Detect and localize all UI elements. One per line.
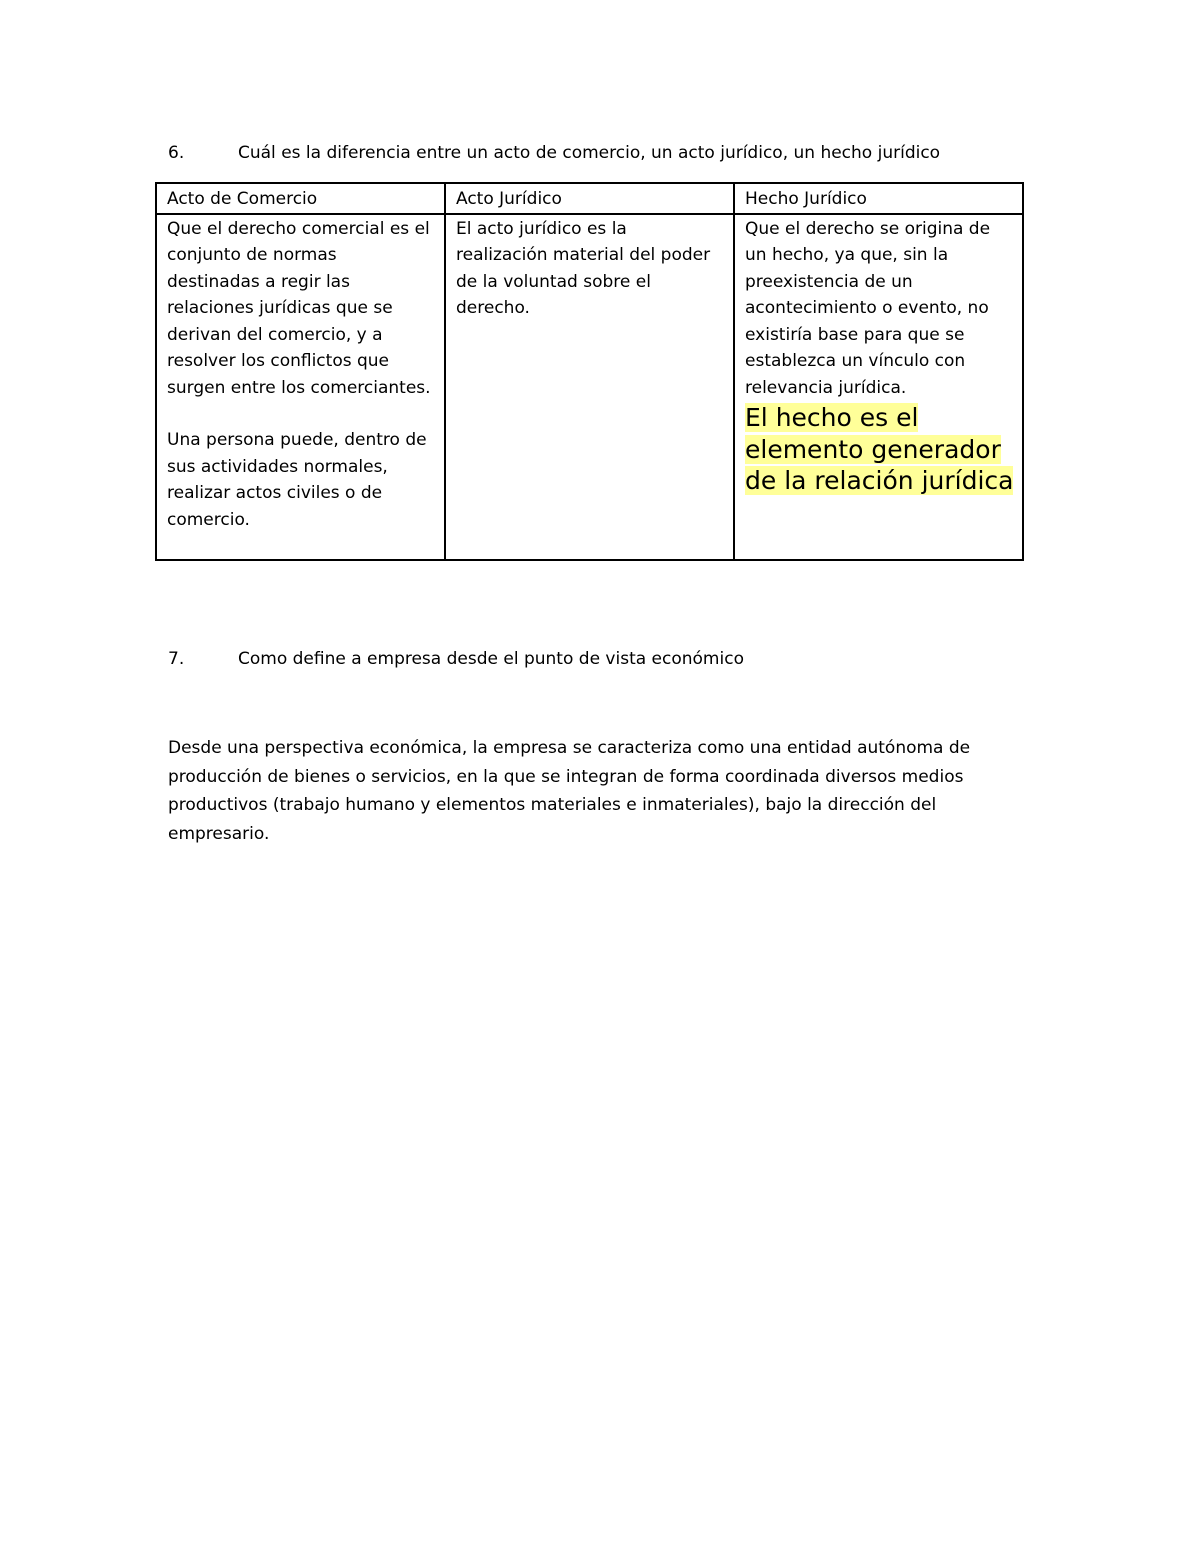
acto-comercio-paragraph-1: Que el derecho comercial es el conjunto de normas destinadas a regir las relaciones jurídicas que se derivan del comercio, y a resolver los conflictos que surgen entre los comerciantes.	[167, 218, 431, 398]
cell-hecho-juridico	[734, 214, 1023, 560]
table-header-row	[156, 183, 1023, 214]
question-7	[168, 648, 744, 670]
highlight-wrapper	[745, 403, 1022, 498]
cell-acto-juridico	[445, 214, 734, 560]
question-6-number: 6.	[168, 143, 185, 163]
table-row	[156, 214, 1023, 560]
paragraph-spacer	[167, 401, 434, 427]
answer-7-paragraph: Desde una perspectiva económica, la empresa se caracteriza como una entidad autónoma de producción de bienes o servicios, en la que se integran de forma coordinada diversos medios productivos (trabajo humano y elementos materiales e inmateriales), bajo la dirección del empresario.	[168, 738, 971, 844]
question-7-number: 7.	[168, 649, 185, 669]
acto-comercio-paragraph-2: Una persona puede, dentro de sus actividades normales, realizar actos civiles o de comercio.	[167, 430, 427, 530]
cell-acto-comercio	[156, 214, 445, 560]
header-hecho-juridico: Hecho Jurídico	[734, 183, 1023, 214]
question-6	[168, 142, 940, 164]
acto-juridico-paragraph-1: El acto jurídico es la realización material del poder de la voluntad sobre el derecho.	[456, 218, 711, 318]
hecho-juridico-paragraph-1: Que el derecho se origina de un hecho, ya que, sin la preexistencia de un acontecimiento o evento, no existiría base para que se establezca un vínculo con relevancia jurídica.	[745, 218, 991, 398]
hecho-juridico-highlight: El hecho es el elemento generador de la relación jurídica	[745, 403, 1014, 495]
header-acto-comercio: Acto de Comercio	[156, 183, 445, 214]
header-acto-juridico: Acto Jurídico	[445, 183, 734, 214]
question-7-text: Como define a empresa desde el punto de vista económico	[238, 649, 744, 669]
comparison-table	[155, 182, 1024, 561]
question-6-text: Cuál es la diferencia entre un acto de comercio, un acto jurídico, un hecho jurídico	[238, 143, 941, 163]
